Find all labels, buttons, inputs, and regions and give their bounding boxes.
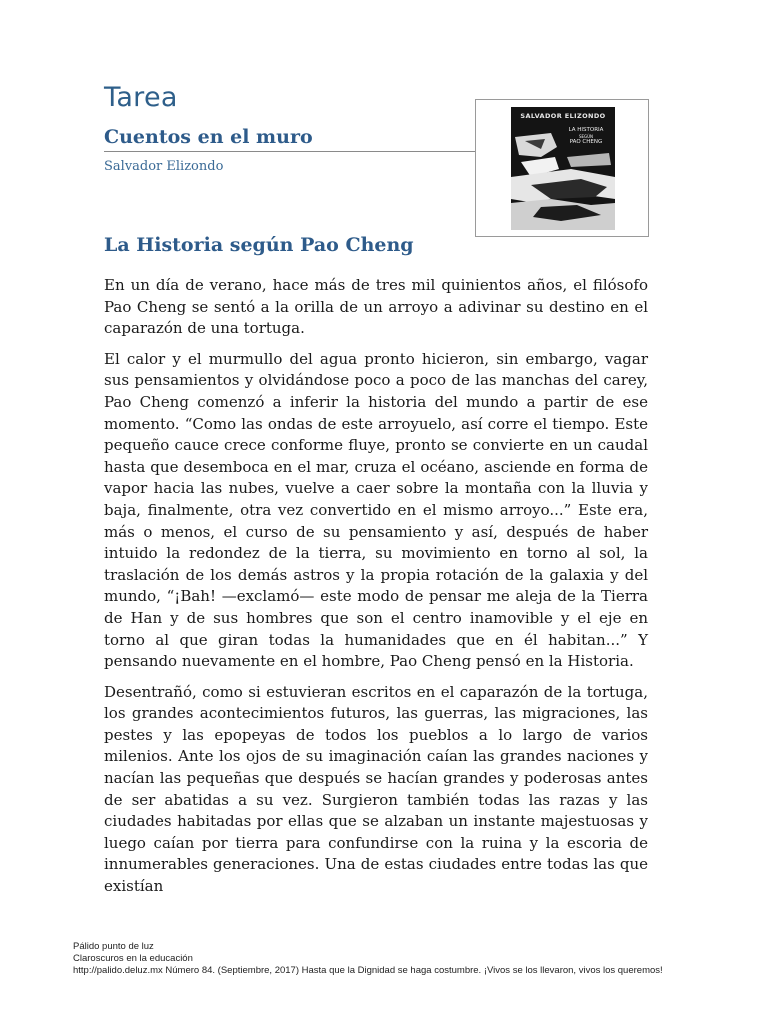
cover-title-line-1: LA HISTORIA	[568, 127, 604, 133]
author-name: Salvador Elizondo	[104, 159, 224, 174]
story-body	[104, 275, 648, 907]
header-divider	[104, 151, 480, 152]
cover-title	[559, 127, 613, 146]
series-title: Cuentos en el muro	[104, 126, 313, 148]
page-footer	[73, 941, 663, 977]
section-title: Tarea	[104, 82, 178, 113]
cover-title-line-3: PAO CHENG	[569, 139, 603, 145]
cover-title-line-2: SEGÚN	[578, 134, 594, 139]
footer-section: Claroscuros en la educación	[73, 953, 193, 964]
story-title: La Historia según Pao Cheng	[104, 234, 414, 256]
book-cover-frame	[475, 99, 649, 237]
paragraph: Desentrañó, como si estuvieran escritos en el caparazón de la tortuga, los grandes acontecimientos futuros, las guerras, las migraciones, las pestes y las epopeyas de todos los pueblos a lo largo de varios milenios. Ante los ojos de su imaginación caían las grandes naciones y nacían las pequeñas que después se hacían grandes y poderosas antes de ser abatidas a su vez. Surgieron también todas las razas y las ciudades habitadas por ellas que se alzaban un instante majestuosas y luego caían por tierra para confundirse con la ruina y la escoria de innumerables generaciones. Una de estas ciudades entre todas las que existían	[104, 682, 648, 896]
paragraph: En un día de verano, hace más de tres mil quinientos años, el filósofo Pao Cheng se sentó a la orilla de un arroyo a adivinar su destino en el caparazón de una tortuga.	[104, 276, 648, 338]
footer-publication: Pálido punto de luz	[73, 941, 154, 952]
footer-issue-info: http://palido.deluz.mx Número 84. (Septiembre, 2017) Hasta que la Dignidad se haga costumbre. ¡Vivos se los llevaron, vivos los queremos!	[73, 965, 663, 976]
cover-artwork	[511, 107, 615, 230]
book-cover-image	[511, 107, 615, 230]
paragraph: El calor y el murmullo del agua pronto hicieron, sin embargo, vagar sus pensamientos y olvidándose poco a poco de las manchas del carey, Pao Cheng comenzó a inferir la historia del mundo a partir de ese momento. “Como las ondas de este arroyuelo, así corre el tiempo. Este pequeño cauce crece conforme fluye, pronto se convierte en un caudal hasta que desemboca en el mar, cruza el océano, asciende en forma de vapor hacia las nubes, vuelve a caer sobre la montaña con la lluvia y baja, finalmente, otra vez convertido en el mismo arroyo...” Este era, más o menos, el curso de su pensamiento y así, después de haber intuido la redondez de la tierra, su movimiento en torno al sol, la traslación de los demás astros y la propia rotación de la galaxia y del mundo, “¡Bah! —exclamó— este modo de pensar me aleja de la Tierra de Han y de sus hombres que son el centro inamovible y el eje en torno al que giran todas la humanidades que en él habitan...” Y pensando nuevamente en el hombre, Pao Cheng pensó en la Historia.	[104, 349, 648, 671]
cover-author: SALVADOR ELIZONDO	[520, 112, 606, 120]
